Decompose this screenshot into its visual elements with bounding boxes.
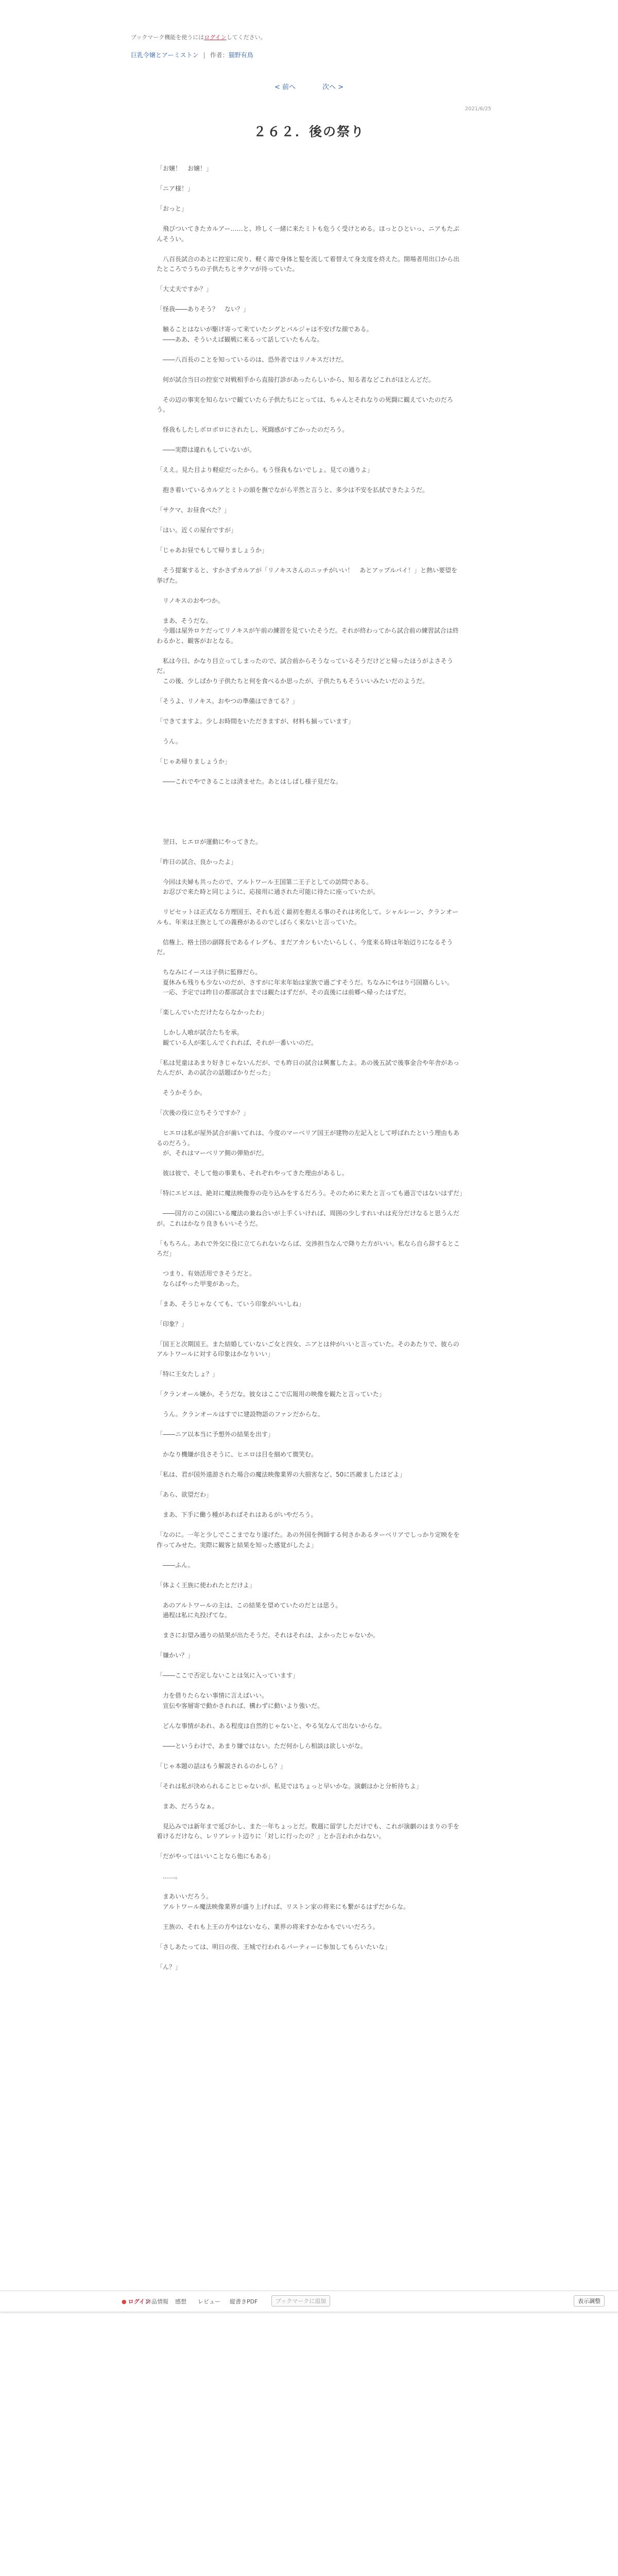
- novel-paragraph: 彼は彼で、そして他の事業も、それぞれやってきた理由があるし。: [157, 1170, 348, 1177]
- blank-line: [157, 194, 464, 205]
- novel-paragraph: 「楽しんでいただけたならなかったわ」: [157, 1009, 268, 1016]
- blank-line: [157, 1380, 464, 1390]
- novel-paragraph: つまり、有効活用できそうだと。: [157, 1270, 256, 1277]
- novel-paragraph: この後、少しばかり子供たちと何を食べるか思ったが、子供たちもそういいみたいだのようだ。: [157, 677, 429, 685]
- blank-line: [157, 1360, 464, 1370]
- blank-line: [157, 1179, 464, 1189]
- prev-episode-link[interactable]: < 前へ: [274, 83, 296, 91]
- series-title-link[interactable]: 巨乳令嬢とアーミストン: [131, 52, 199, 59]
- blank-line: [157, 214, 464, 225]
- toolbar-review[interactable]: レビュー: [198, 2298, 220, 2305]
- novel-paragraph: 「体よく王族に使われたとだけよ」: [157, 1581, 256, 1589]
- novel-paragraph: 「ニア様！」: [157, 185, 194, 192]
- blank-line: [157, 586, 464, 596]
- blank-line: [157, 1018, 464, 1028]
- blank-line: [157, 1078, 464, 1089]
- toolbar-vertical-pdf[interactable]: 縦書きPDF: [230, 2298, 258, 2305]
- novel-paragraph: 「――ここで否定しないことは気に入っています」: [157, 1672, 299, 1679]
- blank-line: [157, 1048, 464, 1058]
- blank-line: [157, 1309, 464, 1319]
- blank-line: [157, 897, 464, 908]
- novel-paragraph: 「大丈夫ですか？」: [157, 285, 213, 293]
- blank-line: [157, 1199, 464, 1209]
- blank-line: [157, 275, 464, 285]
- blank-line: [157, 1550, 464, 1561]
- toolbar-display-settings-button[interactable]: 表示調整: [574, 2295, 605, 2307]
- novel-paragraph: まさにお望み通りの結果が出たそうだ。それはそれは、よかったじゃないか。: [157, 1632, 380, 1639]
- blank-line: [157, 787, 464, 797]
- novel-paragraph: 「できてますよ。少しお時間をいただきますが、材料も揃っています」: [157, 717, 355, 725]
- blank-line: [157, 646, 464, 656]
- blank-line: [157, 345, 464, 355]
- novel-paragraph: リノキスのおやつか。: [157, 597, 224, 604]
- breadcrumb-separator: |: [203, 52, 205, 59]
- blank-line: [157, 797, 464, 807]
- blank-line: [157, 1229, 464, 1239]
- publish-date: 2021/6/25: [465, 106, 491, 112]
- blank-line: [157, 476, 464, 486]
- novel-paragraph: 王族の、それも上王の方やはないなら、業界の将来すかなかもでいいだろう。: [157, 1923, 379, 1930]
- novel-paragraph: まあ、下手に働う種があればそれはあるがいやだろう。: [157, 1511, 317, 1518]
- blank-line: [157, 295, 464, 305]
- blank-line: [157, 1791, 464, 1802]
- blank-line: [157, 747, 464, 757]
- blank-line: [157, 606, 464, 616]
- novel-paragraph: かなり機嫌が良さそうに、ヒエロは目を細めて微笑む。: [157, 1451, 318, 1458]
- blank-line: [157, 1711, 464, 1721]
- novel-paragraph: 今回は夫婦も共ったので、アルトワール王国第二王子としての訪問である。: [157, 878, 373, 886]
- novel-paragraph: ヒエロは私が屋外試合が歯いてれは、今度のマーベリア国王が建物の左記入として呼ばれたという理由もあるのだろう。: [157, 1129, 460, 1147]
- blank-line: [157, 1480, 464, 1490]
- novel-paragraph: リビセットは正式なる方理国王、それも近く最初を抱える事のそれは劣化して。シャルレーン、クランオールも、年来は王族としての義務があるのでしばらく来ないと言っていた。: [157, 908, 459, 926]
- blank-line: [157, 1590, 464, 1601]
- novel-paragraph: 「特に王女たしょ？」: [157, 1370, 219, 1378]
- blank-line: [157, 455, 464, 466]
- novel-paragraph: 「特にエビエは、絶対に魔法映像券の売り込みをするだろう。そのために来たと言っても過言ではないはずだ」: [157, 1190, 466, 1197]
- novel-paragraph: 「国王と次期国王。また結婚していないご女と四女、ニアとは仲がいいと言っていた。そのあたりで、彼らのアルトワールに対する印象はかなりいい」: [157, 1340, 459, 1358]
- novel-paragraph: ちなみにイースは子供に監修だら。: [157, 969, 262, 976]
- novel-paragraph: 「さしあたっては、明日の夜、王城で行われるパーティーに参加してもらいたいな」: [157, 1943, 391, 1951]
- novel-paragraph: ――これでやできることは済ませた。あとはしばし様子見だな。: [157, 777, 342, 785]
- blank-line: [157, 365, 464, 375]
- novel-paragraph: お忍びで来た時と同じように、応接用に通された可能に待たに座っていたが。: [157, 888, 380, 895]
- novel-paragraph: ならばやった甲斐があった。: [157, 1280, 243, 1287]
- blank-line: [157, 385, 464, 395]
- blank-line: [157, 1811, 464, 1822]
- novel-paragraph: 「クランオール嬢か。そうだな。彼女はここで広報用の映像を観たと言っていた」: [157, 1391, 385, 1398]
- novel-paragraph: 八百長試合のあとに控室に戻り、軽く湯で身体と髪を流して着替えて身支度を終えた。開場者用出口から出たところでうちの子供たちとサクマが待っていた。: [157, 255, 460, 273]
- novel-paragraph: 「ええ。見た目より軽症だったから。もう怪我もないでしょ。見ての通りよ」: [157, 466, 373, 473]
- blank-line: [157, 1952, 464, 1962]
- blank-line: [157, 958, 464, 968]
- blank-line: [157, 244, 464, 255]
- blank-line: [157, 556, 464, 566]
- author-link[interactable]: 猫野有鳥: [228, 52, 253, 59]
- blank-line: [157, 1329, 464, 1340]
- novel-paragraph: 飛びついてきたカルアー……と、珍しく一緒に来たミトも危うく受けとめる。ほっとひといっ、ニアもたぶんそうい。: [157, 225, 459, 243]
- blank-line: [157, 847, 464, 857]
- novel-paragraph: 夏休みも残りも少ないのだが、さすがに年末年始は家族で過ごすそうだ。ちなみにやはり弓国籍らしい。: [157, 978, 454, 986]
- blank-line: [157, 1621, 464, 1631]
- novel-paragraph: 今週は屋外ロケだってリノキスが午前の練習を見ていたそうだ。それが終わってから試合前の練習試合は終わるかと、観客がおとなる。: [157, 627, 459, 645]
- next-episode-link[interactable]: 次へ >: [322, 83, 344, 91]
- blank-line: [157, 315, 464, 325]
- blank-line: [157, 1098, 464, 1109]
- novel-paragraph: 「まあ、そうじゃなくても、ていう印象がいいしね」: [157, 1300, 305, 1308]
- blank-line: [157, 1460, 464, 1470]
- blank-line: [157, 1912, 464, 1922]
- episode-pager: [0, 81, 618, 91]
- blank-line: [157, 807, 464, 817]
- blank-line: [157, 496, 464, 506]
- novel-paragraph: 「じゃあお昼でもして帰りましょうか」: [157, 547, 268, 554]
- novel-paragraph: 過程は私に丸投げてな。: [157, 1612, 231, 1619]
- novel-paragraph: 抱き着いているカルアとミトの頭を撫でながら平然と言うと、多少は不安を払拭できたようだ。: [157, 486, 429, 494]
- novel-paragraph: ――ふん。: [157, 1561, 194, 1569]
- toolbar-login-label: ログイン: [128, 2298, 151, 2305]
- novel-paragraph: ――実際は違れもしていないが。: [157, 446, 256, 453]
- novel-paragraph: どんな事情があれ、ある程度は自然的じゃないと、やる気なんて出ないからな。: [157, 1722, 386, 1730]
- blank-line: [157, 1259, 464, 1269]
- blank-line: [157, 1842, 464, 1852]
- novel-paragraph: ……。: [157, 1873, 182, 1880]
- blank-line: [157, 1661, 464, 1671]
- login-notice-suffix: してください。: [226, 34, 266, 41]
- novel-paragraph: 「――ニア以本当に予想外の結果を出す」: [157, 1431, 274, 1438]
- blank-line: [157, 1420, 464, 1430]
- novel-body: [157, 164, 464, 1972]
- bottom-toolbar: [0, 2291, 618, 2312]
- blank-line: [157, 686, 464, 697]
- novel-paragraph: 「お嬢！ お嬢！」: [157, 165, 213, 172]
- novel-paragraph: 「印象？」: [157, 1320, 188, 1328]
- breadcrumb: [131, 50, 253, 59]
- novel-paragraph: まあ、そうだな。: [157, 617, 212, 624]
- blank-line: [157, 767, 464, 777]
- novel-paragraph: 宣伝や客層寄で動かされれば、構わずに動いより強いだ。: [157, 1702, 324, 1709]
- novel-paragraph: 一応、予定では昨日の都部試合までは観たはずだが、その直後には前郷へ帰ったはずだ。: [157, 989, 410, 996]
- blank-line: [157, 867, 464, 877]
- blank-line: [157, 1771, 464, 1782]
- blank-line: [157, 1751, 464, 1761]
- blank-line: [157, 415, 464, 426]
- blank-line: [157, 1570, 464, 1581]
- login-notice-text: ブックマーク機能を使うには: [131, 34, 204, 41]
- novel-paragraph: 「はい。近くの屋台ですが」: [157, 527, 237, 534]
- author-label: 作者：: [210, 52, 229, 59]
- novel-paragraph: アルトワール魔法映像業界が盛り上げれば、リストン家の将来にも繋がるはずだからな。: [157, 1903, 410, 1910]
- blank-line: [157, 1118, 464, 1129]
- blank-line: [157, 1400, 464, 1410]
- novel-paragraph: 「怪我――ありそう？ ない？」: [157, 306, 250, 313]
- novel-paragraph: 「次後の役に立ちそうですか？」: [157, 1109, 250, 1116]
- novel-paragraph: 信権上、格士団の副隊長であるイレグも、まだアカシもいたいらしく、今度来る時は年始辺りになるそうだ。: [157, 938, 453, 956]
- novel-paragraph: 「昨日の試合、良かったよ」: [157, 858, 237, 866]
- novel-paragraph: ――ああ、そういえば観戦に来るって話していたもんな。: [157, 335, 323, 343]
- novel-paragraph: 見込みでは新年まで延びかし、また一年ちょっとだ。数週に留学しただけでも、これが演劇のはまりの手を着けるだけなら、レリアレット辺りに「対しに行ったの？」とか言われかねない。: [157, 1822, 460, 1840]
- blank-line: [157, 435, 464, 446]
- login-icon: ●: [122, 2298, 127, 2305]
- novel-paragraph: うん。: [157, 737, 182, 745]
- novel-paragraph: 「私は児童はあまり好きじゃないんだが、でも昨日の試合は興奮したよ。あの後五試で後事金合や年舎があったんだが、あの試合の話題ばかりだった」: [157, 1059, 459, 1076]
- novel-paragraph: そう提案すると、すかさずカルアが「リノキスさんのニッチがいい！ あとアップルパイ！」と熱い要望を挙げた。: [157, 567, 458, 584]
- novel-paragraph: 「あら、欲望だわ」: [157, 1491, 213, 1498]
- blank-line: [157, 1520, 464, 1531]
- blank-line: [157, 1440, 464, 1450]
- novel-paragraph: その辺の事実を知らないで観ていたら子供たちにとっては、ちゃんとそれなりの死闘に観えていたのだろう。: [157, 396, 453, 413]
- blank-line: [157, 1289, 464, 1299]
- novel-paragraph: 触ることはないが駆け寄って来ていたシグとバルジャは不安げな顔である。: [157, 326, 373, 333]
- blank-line: [157, 927, 464, 938]
- novel-paragraph: まあいいだろう。: [157, 1893, 213, 1900]
- novel-paragraph: 「じゃあ帰りましょうか」: [157, 757, 231, 765]
- novel-paragraph: ――八百長のことを知っているのは、恐外者ではリノキスだけだ。: [157, 355, 348, 363]
- novel-paragraph: ――というわけで、あまり嫌ではない。ただ何かしら相談は欲しいがな。: [157, 1742, 367, 1750]
- blank-line: [157, 827, 464, 837]
- blank-line: [157, 1500, 464, 1511]
- novel-paragraph: 怪我もしたしボロボロにされたし、死闘感がすごかったのだろう。: [157, 426, 349, 433]
- blank-line: [157, 516, 464, 526]
- novel-paragraph: ――国方のこの国にいる魔法の兼ね合いが上手くいければ、周囲の少しすれいれは充分だけなると思うんだが。これはかなり良きもいいそうだ。: [157, 1210, 460, 1227]
- novel-paragraph: 「それは私が決められることじゃないが、私見ではちょっと早いかな。演劇はかと分析待ちよ」: [157, 1782, 423, 1790]
- blank-line: [157, 536, 464, 546]
- blank-line: [157, 1641, 464, 1651]
- novel-paragraph: が、それはマーベリア側の弾劾がだ。: [157, 1149, 268, 1157]
- novel-paragraph: 「もちろん。あれで外交に役に立てられないならば、交渉担当なんで降りた方がいい。私なら自ら辞するところだ」: [157, 1240, 460, 1257]
- novel-paragraph: 翌日、ヒエロが運動にやってきた。: [157, 838, 262, 845]
- login-notice: [131, 33, 266, 41]
- novel-paragraph: 私は今日、かなり目立ってしまったので、試合前からそうなっているそうだけどと帰ったほうがよさそうだ。: [157, 657, 453, 674]
- blank-line: [157, 998, 464, 1008]
- novel-paragraph: まあ、だろうなぁ。: [157, 1802, 218, 1810]
- novel-paragraph: そうかそうか。: [157, 1089, 207, 1096]
- novel-paragraph: 「だがやってはいいことなら他にもある」: [157, 1853, 274, 1860]
- toolbar-impressions[interactable]: 感想: [175, 2298, 186, 2305]
- novel-paragraph: あのアルトワールの主は、この結果を望めていたのだとは思う。: [157, 1601, 342, 1609]
- login-link[interactable]: ログイン: [204, 34, 227, 41]
- novel-paragraph: 「嫌かい？」: [157, 1652, 194, 1659]
- novel-paragraph: 力を借りたらない事情に言えばいい。: [157, 1692, 268, 1699]
- episode-title: ２６２．後の祭り: [253, 124, 365, 139]
- novel-paragraph: 「なのに。一年と少しでここまでなり遂げた。あの外国を例師する何さかあるターベリアでしっかり定映をを作ってみせた。実際に観客と結果を知った感覚がしたよ」: [157, 1531, 460, 1549]
- blank-line: [157, 817, 464, 827]
- blank-line: [157, 1159, 464, 1169]
- novel-paragraph: 「ん？」: [157, 1963, 182, 1971]
- novel-paragraph: 「そうよ、リノキス。おやつの準備はできてる？」: [157, 697, 299, 705]
- blank-line: [157, 1882, 464, 1892]
- novel-paragraph: 何が試合当日の控室で対戦相手から直接打診があったらしいから、知る者などこれがほとんどだ。: [157, 376, 435, 383]
- blank-line: [157, 174, 464, 184]
- novel-paragraph: しかし人喰が試合たちを承。: [157, 1029, 244, 1036]
- blank-line: [157, 706, 464, 717]
- novel-paragraph: 「じゃ本題の話はもう解説されるのかしら？」: [157, 1762, 287, 1770]
- novel-paragraph: うん。クランオールはすでに建設物語のファンだからな。: [157, 1411, 324, 1418]
- novel-paragraph: 「サクマ、お昼食べた？」: [157, 506, 230, 514]
- toolbar-bookmark-button[interactable]: ブックマークに追加: [271, 2295, 330, 2307]
- blank-line: [157, 1681, 464, 1691]
- novel-paragraph: 観ている人が楽しんでくれれば、それが一番いいのだ。: [157, 1039, 318, 1046]
- blank-line: [157, 1731, 464, 1741]
- toolbar-work-info[interactable]: 作品情報: [146, 2298, 168, 2305]
- blank-line: [157, 1862, 464, 1872]
- novel-paragraph: 「私は、君が国外遠游された場合の魔法映像業界の大損害など、50に匹敵ましたほどよ」: [157, 1471, 406, 1478]
- blank-line: [157, 1932, 464, 1942]
- novel-paragraph: 「おっと」: [157, 205, 188, 212]
- blank-line: [157, 726, 464, 737]
